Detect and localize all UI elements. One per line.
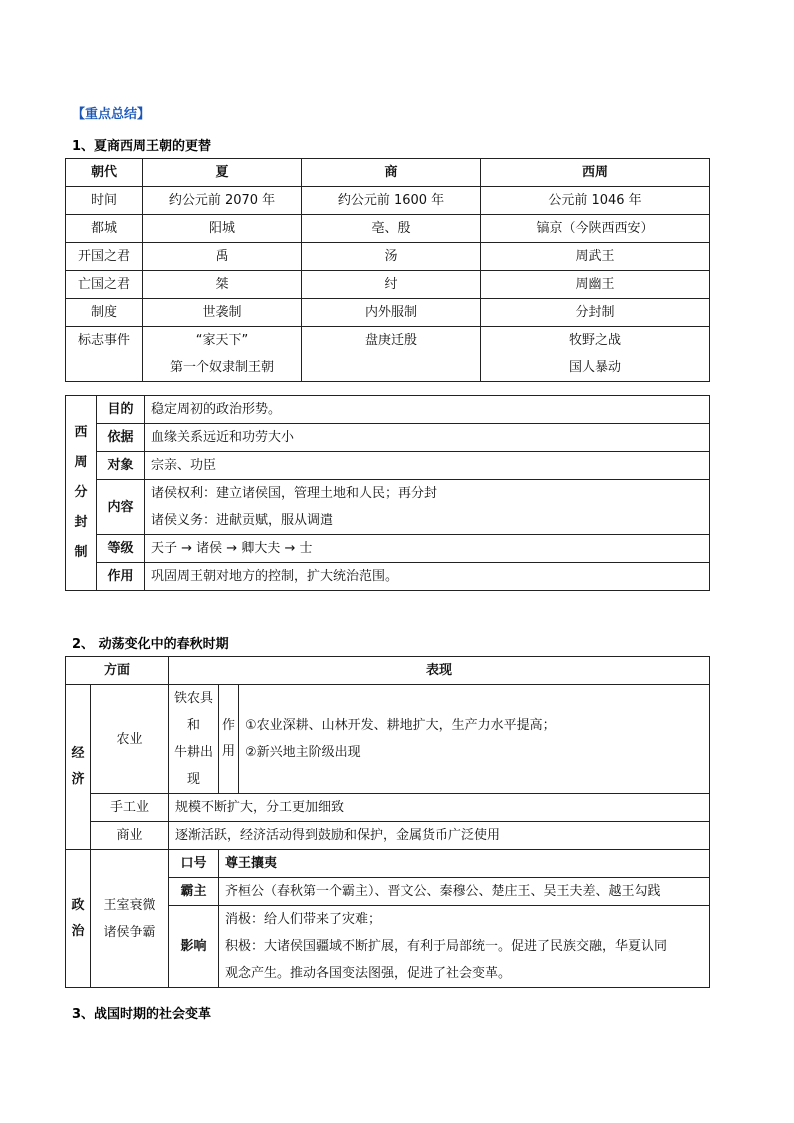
role-char: 作 bbox=[222, 718, 236, 733]
table-cell: 尊王攘夷 bbox=[219, 850, 710, 878]
table-row bbox=[66, 535, 710, 563]
row-label: 内容 bbox=[97, 480, 145, 535]
table-cell bbox=[219, 906, 710, 988]
theme-line: 王室衰微 bbox=[103, 897, 156, 913]
tool-line: 铁农具和 bbox=[174, 691, 214, 733]
table-cell bbox=[145, 480, 710, 535]
table-cell: 规模不断扩大，分工更加细致 bbox=[169, 794, 710, 822]
section-2-title: 2、 动荡变化中的春秋时期 bbox=[72, 637, 229, 652]
row-label: 口号 bbox=[169, 850, 219, 878]
table-row bbox=[66, 187, 710, 215]
table-cell: 巩固周王朝对地方的控制，扩大统治范围。 bbox=[145, 563, 710, 591]
header-cell: 朝代 bbox=[66, 159, 143, 187]
table-cell: 周武王 bbox=[481, 243, 710, 271]
content-line: 诸侯义务：进献贡赋，服从调遣 bbox=[151, 513, 334, 528]
side-char: 西 bbox=[74, 425, 88, 440]
section-1-title: 1、夏商西周王朝的更替 bbox=[72, 139, 212, 154]
header-cell: 商 bbox=[302, 159, 481, 187]
row-label: 农业 bbox=[91, 685, 169, 794]
table-cell: 分封制 bbox=[481, 299, 710, 327]
table-row bbox=[66, 480, 710, 535]
table-cell: 约公元前 2070 年 bbox=[143, 187, 302, 215]
table-cell: 宗亲、功臣 bbox=[145, 452, 710, 480]
side-char: 政 bbox=[71, 897, 85, 913]
side-label bbox=[66, 685, 91, 850]
table-cell: 禹 bbox=[143, 243, 302, 271]
table-row bbox=[66, 452, 710, 480]
table-cell bbox=[219, 685, 239, 794]
table-cell bbox=[143, 327, 302, 382]
section-3-title: 3、战国时期的社会变革 bbox=[72, 1007, 212, 1022]
row-label: 标志事件 bbox=[66, 327, 143, 382]
row-label: 亡国之君 bbox=[66, 271, 143, 299]
row-label: 影响 bbox=[169, 906, 219, 988]
table-cell: 血缘关系远近和功劳大小 bbox=[145, 424, 710, 452]
table-cell: 稳定周初的政治形势。 bbox=[145, 396, 710, 424]
table-cell: 周幽王 bbox=[481, 271, 710, 299]
row-label: 作用 bbox=[97, 563, 145, 591]
content-line: 诸侯权利：建立诸侯国，管理土地和人民；再分封 bbox=[151, 486, 438, 501]
table-row bbox=[66, 327, 710, 382]
row-label: 开国之君 bbox=[66, 243, 143, 271]
event-text: 牧野之战 bbox=[568, 333, 621, 348]
header-cell: 方面 bbox=[66, 657, 169, 685]
table-row bbox=[66, 424, 710, 452]
table-cell: 世袭制 bbox=[143, 299, 302, 327]
row-label: 制度 bbox=[66, 299, 143, 327]
effect-line: ①农业深耕、山林开发、耕地扩大，生产力水平提高； bbox=[245, 718, 556, 733]
table-row bbox=[66, 271, 710, 299]
table-row bbox=[66, 850, 710, 878]
table-row bbox=[66, 794, 710, 822]
row-label: 依据 bbox=[97, 424, 145, 452]
table-row bbox=[66, 299, 710, 327]
side-char: 周 bbox=[74, 455, 88, 470]
side-char: 分 bbox=[74, 485, 88, 500]
row-label: 都城 bbox=[66, 215, 143, 243]
table-cell: 桀 bbox=[143, 271, 302, 299]
role-char: 用 bbox=[222, 744, 236, 759]
row-label: 对象 bbox=[97, 452, 145, 480]
impact-line: 消极：给人们带来了灾难； bbox=[225, 912, 382, 927]
row-label: 等级 bbox=[97, 535, 145, 563]
table-cell: 纣 bbox=[302, 271, 481, 299]
table-cell bbox=[481, 327, 710, 382]
side-char: 治 bbox=[71, 923, 85, 939]
table-row bbox=[66, 822, 710, 850]
event-text: “家天下” bbox=[195, 333, 249, 348]
row-label: 目的 bbox=[97, 396, 145, 424]
row-label: 商业 bbox=[91, 822, 169, 850]
table-cell: 天子 → 诸侯 → 卿大夫 → 士 bbox=[145, 535, 710, 563]
chunqiu-table bbox=[65, 656, 710, 988]
fenfeng-table bbox=[65, 395, 710, 591]
side-char: 封 bbox=[74, 515, 88, 530]
table-cell bbox=[239, 685, 710, 794]
event-text: 国人暴动 bbox=[568, 360, 621, 375]
table-cell: 镐京（今陕西西安） bbox=[481, 215, 710, 243]
table-header-row bbox=[66, 657, 710, 685]
table-cell: 约公元前 1600 年 bbox=[302, 187, 481, 215]
side-char: 制 bbox=[74, 545, 88, 560]
table-cell: 逐渐活跃，经济活动得到鼓励和保护，金属货币广泛使用 bbox=[169, 822, 710, 850]
event-text: 盘庚迁殷 bbox=[364, 333, 417, 348]
table-cell: 汤 bbox=[302, 243, 481, 271]
row-label: 霸主 bbox=[169, 878, 219, 906]
event-text: 第一个奴隶制王朝 bbox=[169, 360, 274, 375]
table-row bbox=[66, 685, 710, 794]
key-summary-heading: 【重点总结】 bbox=[72, 107, 151, 122]
table-cell bbox=[302, 327, 481, 382]
row-label: 手工业 bbox=[91, 794, 169, 822]
row-label: 时间 bbox=[66, 187, 143, 215]
table-header-row bbox=[66, 159, 710, 187]
table-cell: 齐桓公（春秋第一个霸主）、晋文公、秦穆公、楚庄王、吴王夫差、越王勾践 bbox=[219, 878, 710, 906]
table-row bbox=[66, 243, 710, 271]
effect-line: ②新兴地主阶级出现 bbox=[245, 745, 361, 760]
impact-line: 积极：大诸侯国疆域不断扩展，有利于局部统一。促进了民族交融，华夏认同 bbox=[225, 939, 668, 954]
dynasty-table bbox=[65, 158, 710, 382]
header-cell: 表现 bbox=[169, 657, 710, 685]
table-cell: 阳城 bbox=[143, 215, 302, 243]
impact-line: 观念产生。推动各国变法图强，促进了社会变革。 bbox=[225, 966, 512, 981]
header-cell: 夏 bbox=[143, 159, 302, 187]
table-row bbox=[66, 563, 710, 591]
tool-line: 牛耕出现 bbox=[174, 745, 214, 787]
table-row bbox=[66, 215, 710, 243]
politics-theme bbox=[91, 850, 169, 988]
table-cell: 公元前 1046 年 bbox=[481, 187, 710, 215]
table-cell: 亳、殷 bbox=[302, 215, 481, 243]
table-row bbox=[66, 396, 710, 424]
theme-line: 诸侯争霸 bbox=[103, 924, 156, 940]
side-label bbox=[66, 850, 91, 988]
side-char: 经 bbox=[71, 746, 85, 761]
header-cell: 西周 bbox=[481, 159, 710, 187]
side-label bbox=[66, 396, 97, 591]
table-cell: 内外服制 bbox=[302, 299, 481, 327]
table-cell bbox=[169, 685, 219, 794]
side-char: 济 bbox=[71, 772, 85, 787]
